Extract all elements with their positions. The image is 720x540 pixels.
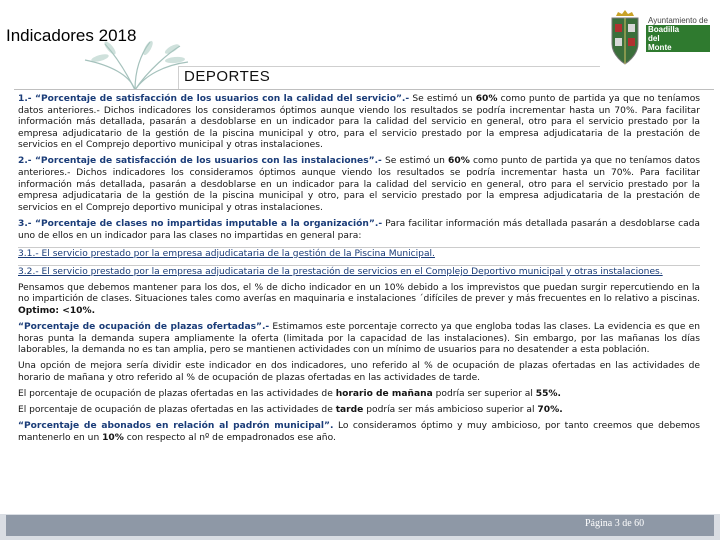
body-text: Se estimó un — [381, 156, 449, 167]
bold-value: 60% — [448, 156, 470, 167]
bold-value: tarde — [335, 405, 364, 416]
body-text: Para facilitar información más detallada pasarán a desdoblarse cada uno de ellos en un indicador para las clases no impartidas en general para: — [18, 218, 700, 241]
sub-indicator-link-1[interactable] — [18, 247, 700, 261]
logo-line: del — [646, 34, 710, 43]
body-text: El porcentaje de ocupación de plazas ofertadas en las actividades de — [18, 405, 336, 416]
indicator-heading: “Porcentaje de abonados en relación al padrón municipal”. — [18, 421, 334, 432]
afternoon-occupancy-paragraph — [18, 405, 700, 417]
indicator-heading: “Porcentaje de ocupación de plazas ofertadas”.- — [18, 322, 270, 333]
bold-value: 60% — [475, 94, 498, 104]
indicator-paragraph-occupancy — [18, 322, 700, 357]
body-text: como punto de partida ya que no teníamos datos anteriores.- Dichos indicadores los consideramos óptimos aunque viendo los resultados se podría incrementar hasta un 70%. Para facilitar información más detallada, pasarán a desdoblarse en un indicador para la calidad del servicio en general, otro para el servicio prestado por la empresa adjudicataria de la gestión de la piscina municipal y otro, para el servicio prestado por la empresa adjudicataria de la prestación de servicios en el Comprejo deportivo municipal y otras instalaciones. — [18, 156, 700, 213]
section-divider — [14, 89, 714, 90]
page-title: Indicadores 2018 — [6, 26, 137, 45]
document-body — [18, 94, 700, 449]
logo-line: Monte — [646, 43, 710, 52]
body-text: Estimamos este porcentaje correcto ya que engloba todas las clases. La evidencia es que en horas punta la demanda supera ampliamente la oferta (limitada por la capacidad de las instalaciones). Sin embargo, por las mañanas los días laborables, la demanda no es tan amplia, pero se mantienen actividades con un mínimo de usuarios para no desatender a esta población. — [18, 322, 700, 356]
indicator-paragraph-3 — [18, 219, 700, 242]
logo-line: Ayuntamiento de — [648, 16, 708, 25]
body-text: Una opción de mejora sería dividir este indicador en dos indicadores, uno referido al % de ocupación de plazas ofertadas en las actividades de horario de mañana y otro referido al % de ocupación de plazas ofertadas en las actividades de tarde. — [18, 361, 700, 383]
morning-occupancy-paragraph — [18, 389, 700, 401]
body-text: como punto de partida ya que no teníamos datos anteriores.- Dichos indicadores los consideramos óptimos aunque viendo los resultados se podría incrementar hasta un 70%. Para facilitar información más detallada, pasarán a desdoblarse en un indicador para la calidad del servicio en general, otro para el servicio prestado por la empresa adjudicatario de la gestión de la piscina municipal y otro, para el servicio prestado por la empresa adjudicataria de la prestación de servicios en el Comprejo deportivo municipal y otras instalaciones. — [18, 94, 700, 151]
bold-value: 55%. — [535, 389, 561, 400]
body-text: Lo consideramos óptimo y muy ambicioso, por tanto creemos que debemos mantenerlo en un — [18, 421, 700, 443]
coat-of-arms-icon — [608, 10, 642, 70]
body-text: El porcentaje de ocupación de plazas ofertadas en las actividades de — [18, 389, 336, 400]
indicator-heading: 1.- “Porcentaje de satisfacción de los usuarios con la calidad del servicio”.- — [18, 94, 410, 104]
bold-value: horario de mañana — [335, 389, 433, 400]
indicator-heading: 3.- “Porcentaje de clases no impartidas imputable a la organización”.- — [18, 218, 383, 229]
explanation-paragraph — [18, 283, 700, 318]
indicator-heading: 2.- “Porcentaje de satisfacción de los usuarios con las instalaciones”.- — [18, 156, 382, 167]
indicator-paragraph-2 — [18, 156, 700, 214]
sub-indicator-link-2[interactable] — [18, 265, 700, 279]
body-text: Pensamos que debemos mantener para los dos, el % de dicho indicador en un 10% debido a los imprevistos que puedan surgir repercutiendo en la no impartición de clases. Situaciones tales como averías en maquinaria e instalaciones ´difíciles de prever y más frecuentes en lo relativo a piscinas. — [18, 282, 700, 305]
link-text[interactable]: 3.2.- El servicio prestado por la empresa adjudicataria de la prestación de servicios en el Complejo Deportivo municipal y otras instalaciones. — [18, 266, 663, 277]
indicator-paragraph-subscribers — [18, 421, 700, 444]
indicator-paragraph-1 — [18, 94, 700, 152]
page-number: Página 3 de 60 — [585, 518, 645, 529]
body-text: podría ser superior al — [432, 389, 536, 400]
link-text[interactable]: 3.1.- El servicio prestado por la empresa adjudicataria de la gestión de la Piscina Municipal. — [18, 248, 435, 259]
bold-value: 70%. — [537, 405, 563, 416]
body-text: podría ser más ambicioso superior al — [363, 405, 538, 416]
body-text: Se estimó un — [409, 94, 476, 104]
improvement-paragraph — [18, 361, 700, 384]
decorative-plant-image — [80, 40, 190, 90]
logo-text — [646, 16, 710, 52]
bold-value: Optimo: <10%. — [18, 306, 96, 316]
body-text: con respecto al nº de empadronados ese año. — [123, 432, 336, 443]
bold-value: 10% — [102, 432, 124, 443]
section-title: DEPORTES — [184, 68, 271, 85]
municipality-logo — [608, 10, 712, 82]
logo-line: Boadilla — [646, 25, 710, 34]
